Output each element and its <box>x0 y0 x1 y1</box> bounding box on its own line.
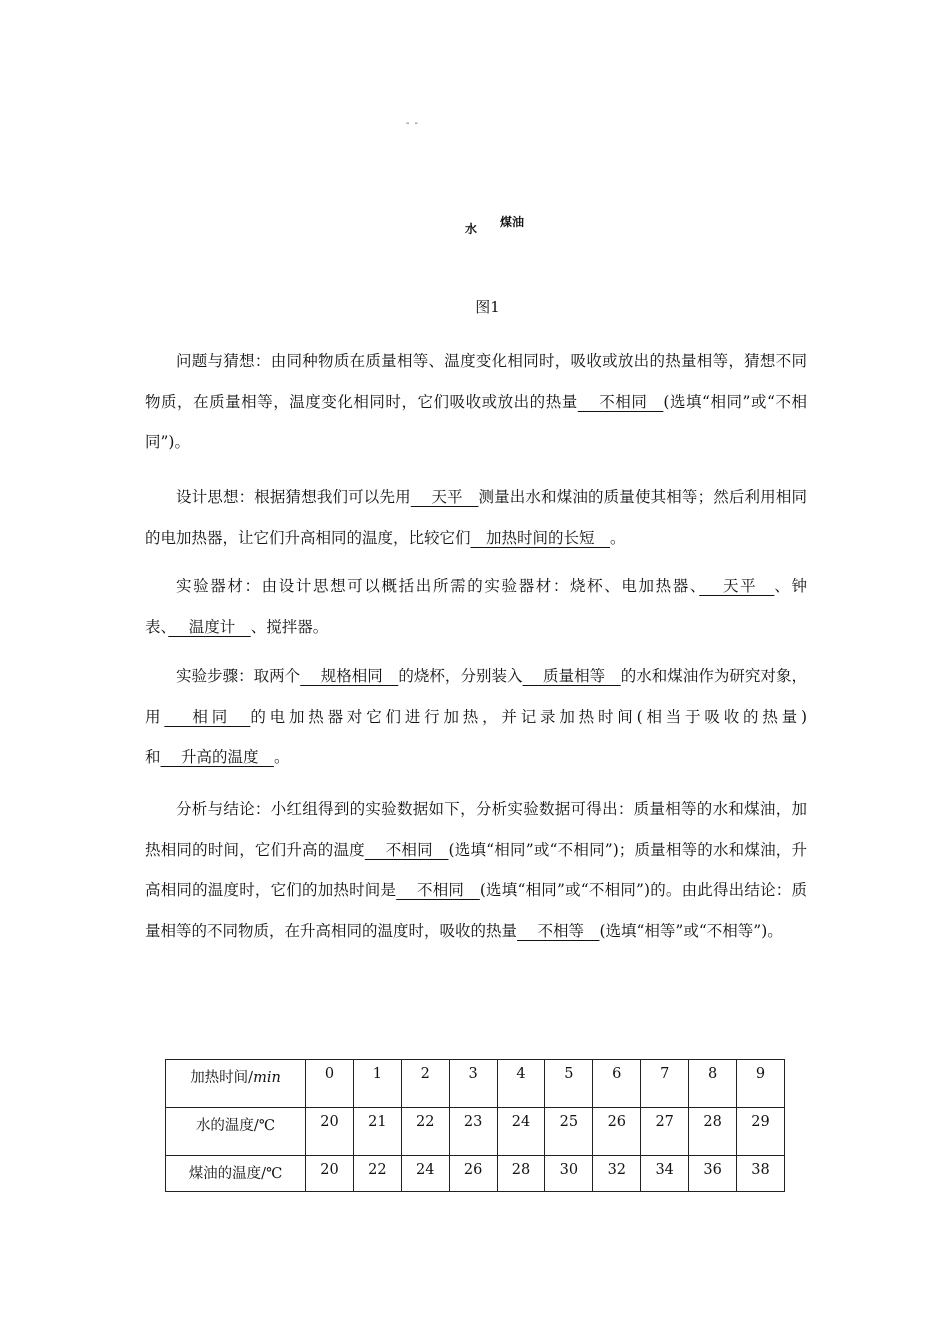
answer-blank: 天平 <box>699 577 775 595</box>
table-row-time <box>166 1060 785 1108</box>
table-cell: 5 <box>545 1060 593 1108</box>
text: 。 <box>610 528 626 547</box>
answer-blank: 温度计 <box>168 617 251 636</box>
table-cell: 8 <box>689 1060 737 1108</box>
row-header-time <box>166 1060 306 1108</box>
table-cell: 25 <box>545 1108 593 1156</box>
text: 问题与猜想：由同种物质在质量相等、温度变化相同时，吸收或放出的热量相等，猜想不同物质，在质量相等，温度变化相同时，它们吸收或放出的热量 <box>145 352 807 411</box>
data-table <box>165 1059 785 1192</box>
time-unit: min <box>253 1070 281 1086</box>
paragraph-procedure <box>145 656 807 778</box>
table-cell: 2 <box>401 1060 449 1108</box>
table-cell: 22 <box>401 1108 449 1156</box>
text: 。 <box>273 748 290 766</box>
text: 的电加热器对它们进行加热，并记录加热时间(相当于吸收的热量)和 <box>145 707 807 766</box>
answer-blank: 天平 <box>410 488 479 506</box>
row-header-kerosene: 煤油的温度/℃ <box>166 1156 306 1192</box>
table-cell: 3 <box>449 1060 497 1108</box>
table-cell: 1 <box>353 1060 401 1108</box>
table-cell: 30 <box>545 1156 593 1192</box>
table-cell: 28 <box>689 1108 737 1156</box>
figure-label-kerosene: 煤油 <box>500 215 525 229</box>
table-cell: 9 <box>737 1060 785 1108</box>
table-cell: 24 <box>497 1108 545 1156</box>
answer-blank: 不相同 <box>396 881 480 899</box>
time-label: 加热时间/ <box>190 1070 254 1086</box>
text: 测量出水和煤油的质量使其相等；然后利用相同的电加热器，让它们升高相同的温度，比较它们 <box>145 488 807 547</box>
table-cell: 6 <box>593 1060 641 1108</box>
figure-label-water: 水 <box>465 222 478 236</box>
table-row-kerosene <box>166 1156 785 1192</box>
answer-blank: 不相等 <box>517 921 600 940</box>
text: 的烧杯，分别装入 <box>398 667 523 685</box>
table-cell: 28 <box>497 1156 545 1192</box>
text: 、钟表、 <box>145 577 807 636</box>
answer-blank: 不相同 <box>577 392 664 411</box>
answer-blank: 不相同 <box>364 840 449 859</box>
text: 实验步骤：取两个 <box>176 667 301 685</box>
answer-blank: 升高的温度 <box>160 748 274 766</box>
header-mark: - - <box>406 118 419 129</box>
table-cell: 0 <box>306 1060 354 1108</box>
table-cell: 20 <box>306 1156 354 1192</box>
text: (选填“相等”或“不相等”)。 <box>599 921 783 940</box>
text: 、搅拌器。 <box>250 617 329 636</box>
text: (选填“相同”或“不相同”)；质量相等的水和煤油，升高相同的温度时，它们的加热时间是 <box>145 840 807 899</box>
text: 的水和煤油作为研究对象，用 <box>145 667 807 726</box>
table-cell: 4 <box>497 1060 545 1108</box>
table-cell: 36 <box>689 1156 737 1192</box>
table-row-water <box>166 1108 785 1156</box>
answer-blank: 加热时间的长短 <box>470 528 611 547</box>
table-cell: 21 <box>353 1108 401 1156</box>
paragraph-design <box>145 477 807 558</box>
text: (选填“相同”或“不相同”)。 <box>145 392 807 451</box>
table-cell: 26 <box>593 1108 641 1156</box>
text: 分析与结论：小红组得到的实验数据如下，分析实验数据可得出：质量相等的水和煤油，加热相同的时间，它们升高的温度 <box>145 800 807 859</box>
table-cell: 27 <box>641 1108 689 1156</box>
paragraph-analysis <box>145 789 807 951</box>
text: 实验器材：由设计思想可以概括出所需的实验器材：烧杯、电加热器、 <box>176 577 700 595</box>
paragraph-equipment <box>145 566 807 647</box>
table-cell: 34 <box>641 1156 689 1192</box>
table-cell: 7 <box>641 1060 689 1108</box>
table-cell: 22 <box>353 1156 401 1192</box>
table-cell: 20 <box>306 1108 354 1156</box>
paragraph-hypothesis <box>145 341 807 463</box>
table-cell: 38 <box>737 1156 785 1192</box>
figure-caption: 图1 <box>475 298 500 316</box>
table-cell: 24 <box>401 1156 449 1192</box>
text: 设计思想：根据猜想我们可以先用 <box>176 488 411 506</box>
answer-blank: 相同 <box>164 707 251 726</box>
answer-blank: 规格相同 <box>300 667 399 685</box>
answer-blank: 质量相等 <box>522 667 621 685</box>
table-cell: 26 <box>449 1156 497 1192</box>
text: (选填“相同”或“不相同”)的。由此得出结论：质量相等的不同物质，在升高相同的温度时，吸收的热量 <box>145 881 807 940</box>
table-cell: 29 <box>737 1108 785 1156</box>
table-cell: 32 <box>593 1156 641 1192</box>
table-cell: 23 <box>449 1108 497 1156</box>
row-header-water: 水的温度/℃ <box>166 1108 306 1156</box>
